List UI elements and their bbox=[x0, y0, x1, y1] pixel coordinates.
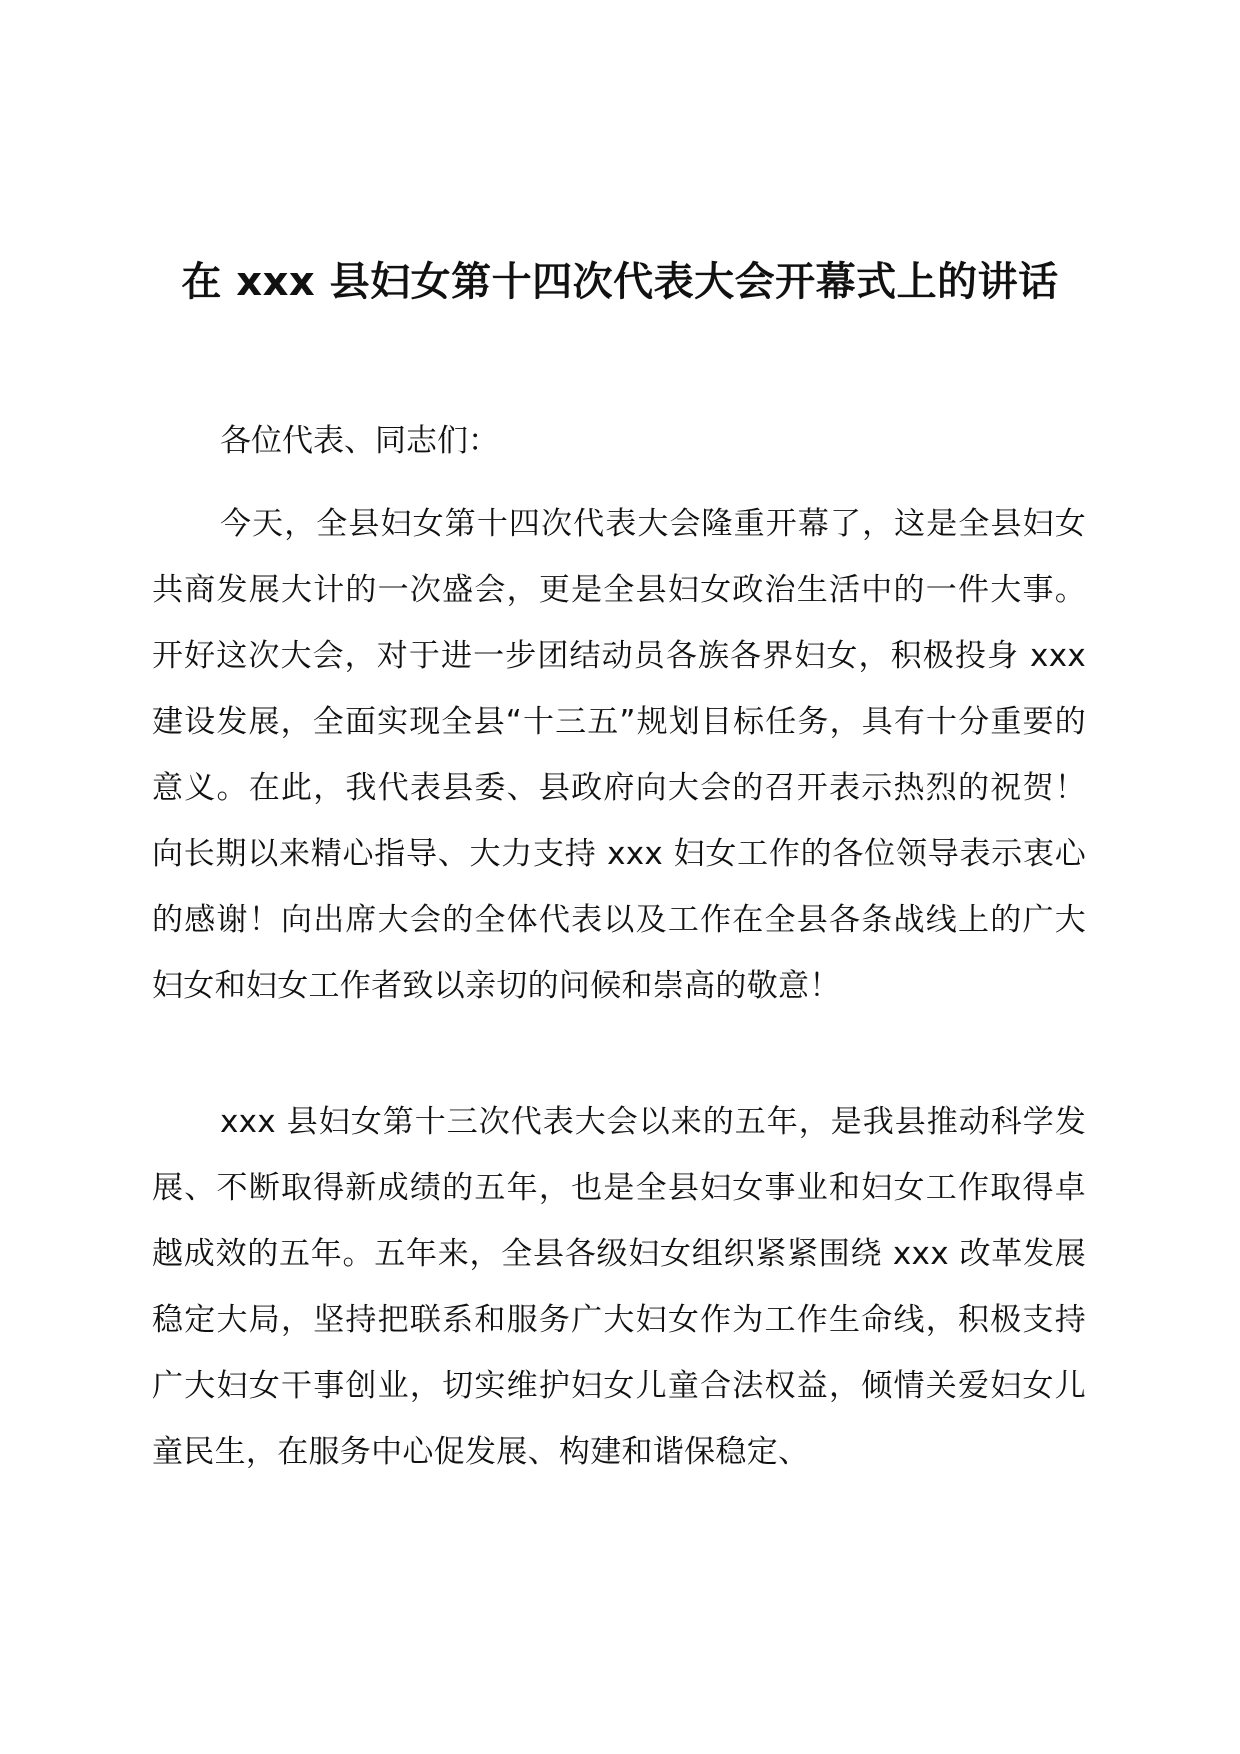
paragraph-review: xxx 县妇女第十三次代表大会以来的五年，是我县推动科学发展、不断取得新成绩的五年，也是全县妇女事业和妇女工作取得卓越成效的五年。五年来，全县各级妇女组织紧紧围绕 xxx 改革发展稳定大局，坚持把联系和服务广大妇女作为工作生命线，积极支持广大妇女干事创业，切实维护妇女儿童合法权益，倾情关爱妇女儿童民生，在服务中心促发展、构建和谐保稳定、 bbox=[152, 1104, 1086, 1470]
paragraph-opening: 今天，全县妇女第十四次代表大会隆重开幕了，这是全县妇女共商发展大计的一次盛会，更是全县妇女政治生活中的一件大事。开好这次大会，对于进一步团结动员各族各界妇女，积极投身 xxx 建设发展，全面实现全县“十三五”规划目标任务，具有十分重要的意义。在此，我代表县委、县政府向大会的召开表示热烈的祝贺！向长期以来精心指导、大力支持 xxx 妇女工作的各位领导表示衷心的感谢！向出席大会的全体代表以及工作在全县各条战线上的广大妇女和妇女工作者致以亲切的问候和崇高的敬意！ bbox=[152, 506, 1086, 1004]
salutation: 各位代表、同志们： bbox=[220, 423, 499, 459]
document-title: 在 xxx 县妇女第十四次代表大会开幕式上的讲话 bbox=[181, 259, 1059, 305]
